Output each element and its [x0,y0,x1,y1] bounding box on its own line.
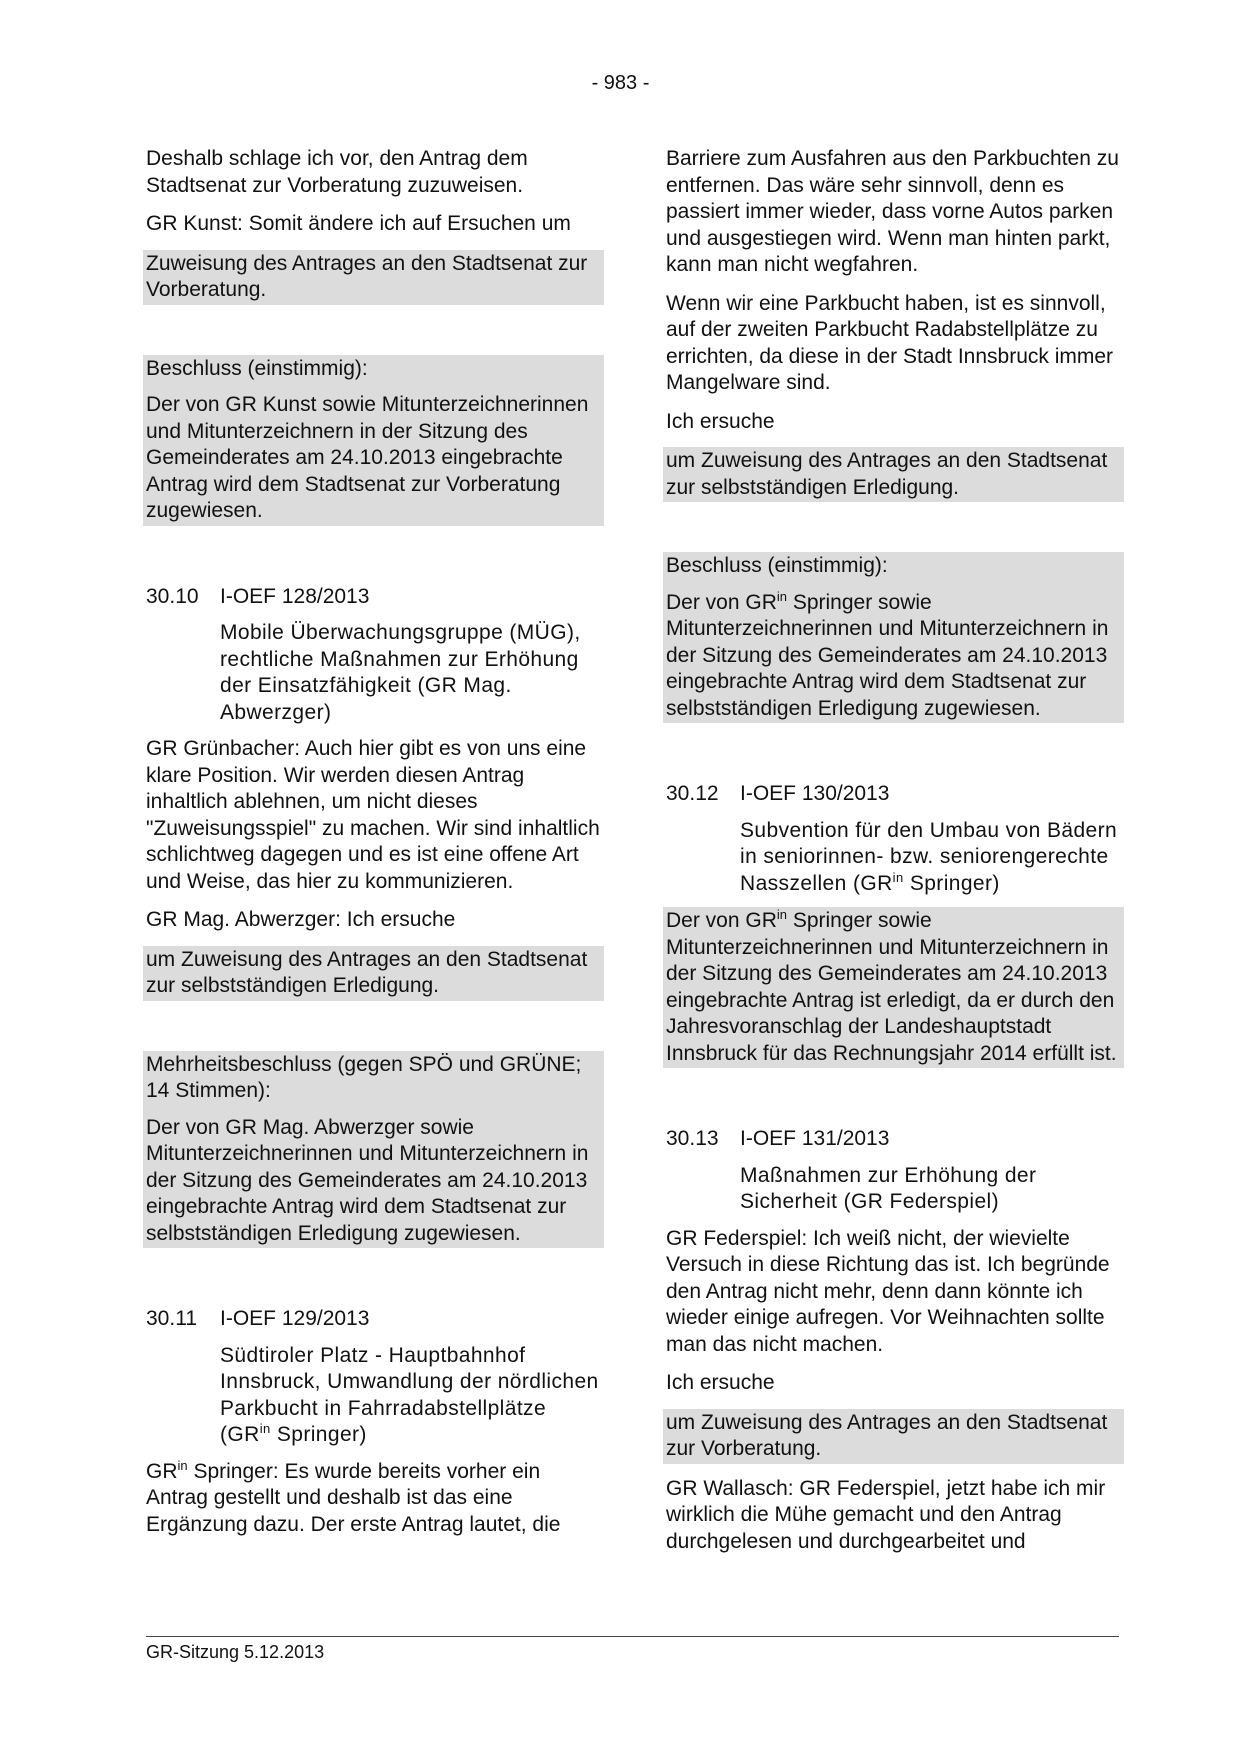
paragraph: GR Federspiel: Ich weiß nicht, der wievielte Versuch in diese Richtung das ist. Ich begründe den Antrag nicht mehr, denn dann könnte ich wieder einige aufregen. Vor Weihnachten sollte man das nicht machen. [666,1226,1110,1356]
resolution-text: Der von GR Mag. Abwerzger sowie Mitunterzeichnerinnen und Mitunterzeichnern in der Sitzung des Gemeinderates am 24.10.2013 eingebrachte Antrag wird dem Stadtsenat zur selbstständigen Erledigung zugewiesen. [146,1115,589,1245]
resolution-box [663,907,1124,1068]
agenda-item-header [666,781,1120,808]
motion-box [143,946,604,1001]
resolution-text: Der von $GR^{in}$ Springer sowie Mitunterzeichnerinnen und Mitunterzeichnern in der Sitzung des Gemeinderates am 24.10.2013 eingebrachte Antrag wird dem Stadtsenat zur selbstständigen Erledigung zugewiesen. [666,588,1109,720]
agenda-item-code: I-OEF 129/2013 [220,1307,370,1330]
agenda-item-header [146,584,600,611]
resolution-title: Beschluss (einstimmig): [146,356,368,380]
motion-box [663,447,1124,502]
agenda-item-header [146,1306,600,1333]
agenda-item-number: 30.10 [146,584,199,608]
paragraph: GR Wallasch: GR Federspiel, jetzt habe ich mir wirklich die Mühe gemacht und den Antrag durchgelesen und durchgearbeitet und [666,1476,1106,1553]
agenda-item-title: Subvention für den Umbau von Bädern in seniorinnen- bzw. seniorengerechte Nasszellen ($GR^{in}$ Springer) [740,818,1118,895]
paragraph: Wenn wir eine Parkbucht haben, ist es sinnvoll, auf der zweiten Parkbucht Radabstellplätze zu errichten, da diese in der Stadt Innsbruck immer Mangelware sind. [666,291,1114,394]
paragraph: GR Mag. Abwerzger: Ich ersuche [146,908,456,931]
resolution-title: Beschluss (einstimmig): [666,554,888,577]
left-column [146,146,600,1550]
footer-session-date: GR-Sitzung 5.12.2013 [146,1642,325,1662]
resolution-box [143,355,604,526]
agenda-item-code: I-OEF 128/2013 [220,584,370,608]
agenda-item-title: Maßnahmen zur Erhöhung der Sicherheit (GR Federspiel) [740,1163,1037,1213]
resolution-title: Mehrheitsbeschluss (gegen SPÖ und GRÜNE; 14 Stimmen): [146,1052,582,1102]
agenda-item-number: 30.13 [666,1127,719,1150]
paragraph: Ich ersuche [666,1371,775,1394]
motion-text: um Zuweisung des Antrages an den Stadtsenat zur Vorberatung. [666,1410,1108,1460]
agenda-item-code: I-OEF 130/2013 [740,782,890,805]
motion-box [143,250,604,305]
paragraph: GR Kunst: Somit ändere ich auf Ersuchen um [146,212,571,235]
motion-text: um Zuweisung des Antrages an den Stadtsenat zur selbstständigen Erledigung. [666,449,1108,499]
agenda-item-title: Südtiroler Platz - Hauptbahnhof Innsbruck, Umwandlung der nördlichen Parkbucht in Fahrradabstellplätze ($GR^{in}$ Springer) [220,1343,599,1446]
paragraph: Ich ersuche [666,409,775,433]
footer-divider [146,1636,1119,1637]
page-number: - 983 - [591,72,650,94]
agenda-item-number: 30.11 [146,1307,197,1330]
paragraph: Deshalb schlage ich vor, den Antrag dem Stadtsenat zur Vorberatung zuzuweisen. [146,147,528,197]
resolution-box [143,1051,604,1249]
motion-text: um Zuweisung des Antrages an den Stadtsenat zur selbstständigen Erledigung. [146,947,588,997]
motion-box [663,1409,1124,1464]
agenda-item-header [666,1126,1120,1153]
agenda-item-title: Mobile Überwachungsgruppe (MÜG), rechtliche Maßnahmen zur Erhöhung der Einsatzfähigkeit (GR Mag. Abwerzger) [220,621,581,724]
resolution-box [663,552,1124,723]
agenda-item-number: 30.12 [666,782,719,805]
resolution-text: Der von GR Kunst sowie Mitunterzeichnerinnen und Mitunterzeichnern in der Sitzung des Gemeinderates am 24.10.2013 eingebrachte Antrag wird dem Stadtsenat zur Vorberatung zugewiesen. [146,393,589,522]
right-column [666,146,1120,1567]
motion-text: Zuweisung des Antrages an den Stadtsenat zur Vorberatung. [146,251,588,301]
paragraph: $GR^{in}$ Springer: Es wurde bereits vorher ein Antrag gestellt und deshalb ist das eine Ergänzung dazu. Der erste Antrag lautet, die [146,1457,561,1536]
paragraph: Barriere zum Ausfahren aus den Parkbuchten zu entfernen. Das wäre sehr sinnvoll, denn es passiert immer wieder, dass vorne Autos parken und ausgestiegen wird. Wenn man hinten parkt, kann man nicht wegfahren. [666,147,1119,276]
paragraph: GR Grünbacher: Auch hier gibt es von uns eine klare Position. Wir werden diesen Antrag inhaltlich ablehnen, um nicht dieses "Zuweisungsspiel" zu machen. Wir sind inhaltlich schlichtweg dagegen und es ist eine offene Art und Weise, das hier zu kommunizieren. [146,737,600,893]
resolution-text: Der von $GR^{in}$ Springer sowie Mitunterzeichnerinnen und Mitunterzeichnern in der Sitzung des Gemeinderates am 24.10.2013 eingebrachte Antrag ist erledigt, da er durch den Jahresvoranschlag der Landeshauptstadt Innsbruck für das Rechnungsjahr 2014 erfüllt ist. [666,907,1117,1065]
agenda-item-code: I-OEF 131/2013 [740,1127,890,1150]
